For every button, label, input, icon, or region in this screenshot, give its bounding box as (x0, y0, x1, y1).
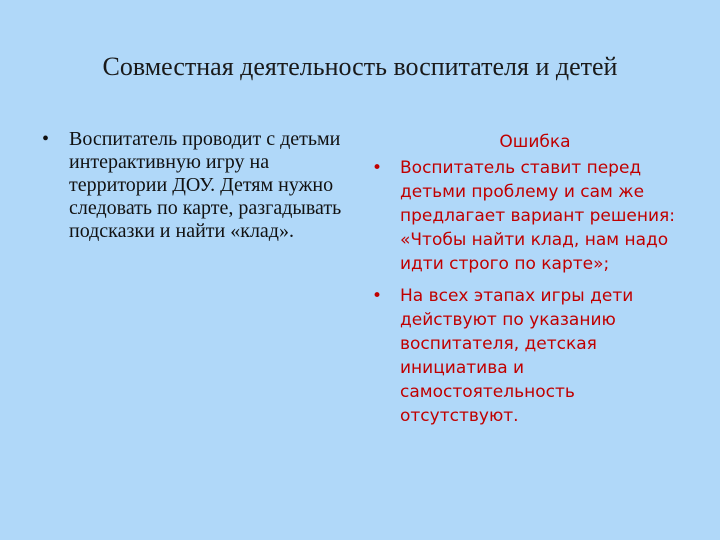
left-column (40, 128, 352, 243)
right-bullet-list (370, 156, 688, 428)
right-column (370, 130, 688, 436)
right-list-item (370, 156, 688, 276)
left-item-text: Воспитатель проводит с детьми интерактивную игру на территории ДОУ. Детям нужно следовать по карте, разгадывать подсказки и найти «клад». (69, 128, 342, 242)
right-item-text: На всех этапах игры дети действуют по указанию воспитателя, детская инициатива и самостоятельность отсутствуют. (400, 286, 634, 426)
bullet-icon: • (372, 286, 383, 306)
error-heading: Ошибка (499, 132, 571, 152)
slide-title: Совместная деятельность воспитателя и детей (102, 52, 618, 81)
bullet-icon: • (42, 128, 50, 150)
left-list-item (40, 128, 352, 243)
left-bullet-list (40, 128, 352, 243)
right-item-text: Воспитатель ставит перед детьми проблему и сам же предлагает вариант решения: «Чтобы найти клад, нам надо идти строго по карте»; (400, 158, 676, 274)
bullet-icon: • (372, 158, 383, 178)
right-list-item (370, 284, 688, 428)
